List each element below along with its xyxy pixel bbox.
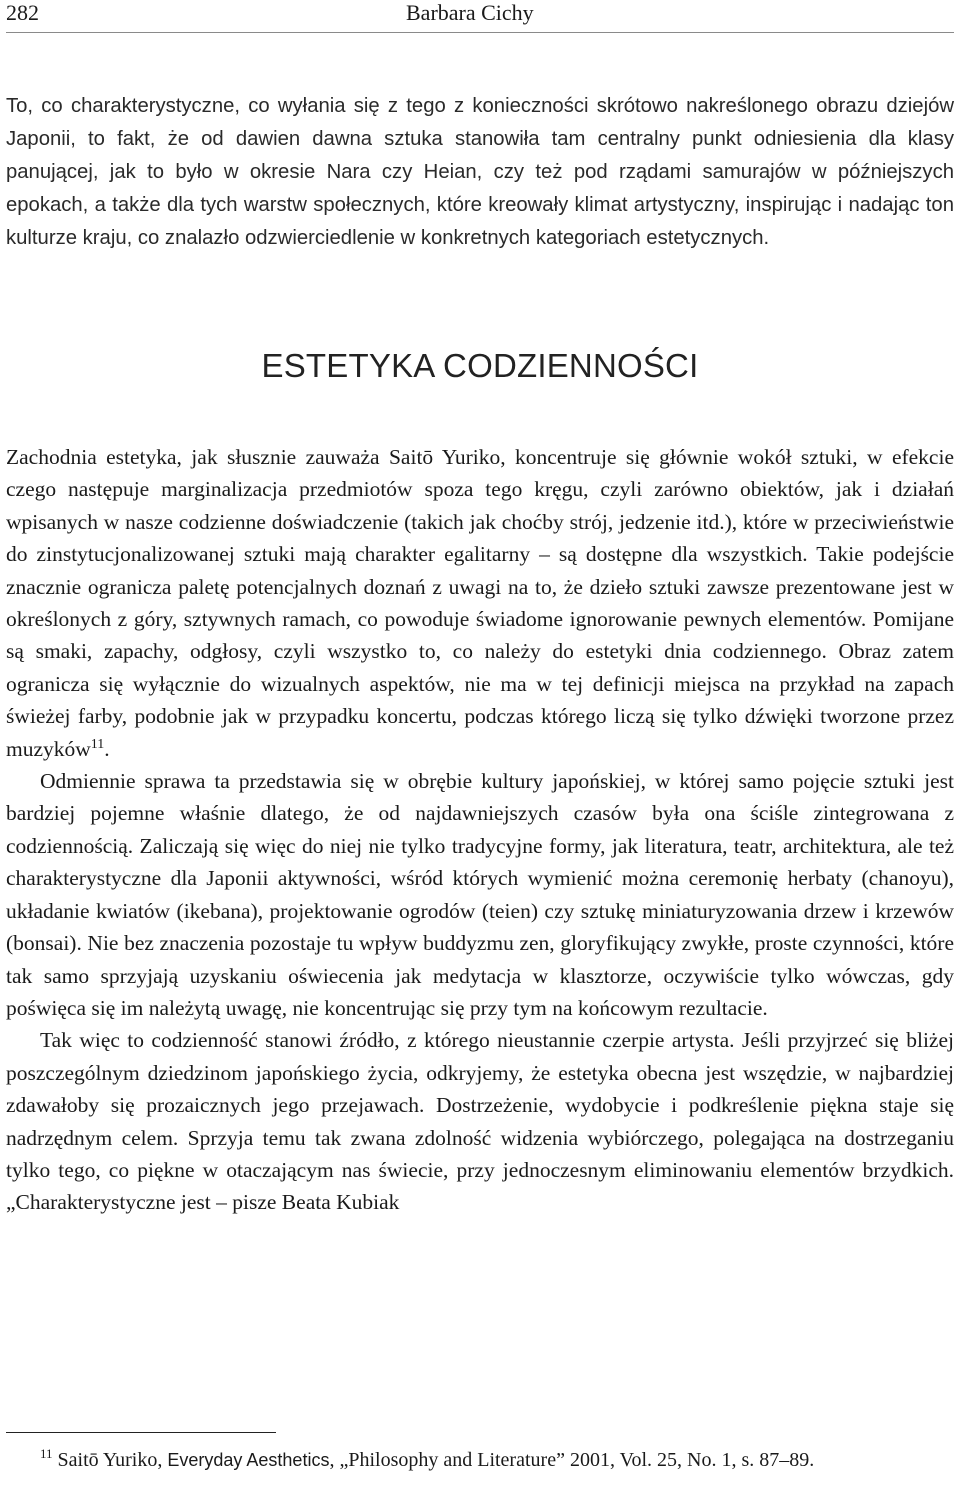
page-number: 282 bbox=[6, 0, 39, 25]
paragraph-3: Tak więc to codzienność stanowi źródło, z którego nieustannie czerpie artysta. Jeśli przyjrzeć się bliżej poszczególnym dziedzinom japońskiego życia, odkryjemy, że estetyka obecna jest wszędzie, w najbardziej zdawałoby się prozaicznych jego przejawach. Dostrzeżenie, wydobycie i podkreślenie piękna staje się nadrzędnym celem. Sprzyja temu tak zwana zdolność widzenia wybiórczego, polegająca na dostrzeganiu tylko tego, co piękne w otaczającym nas świecie, przy jednoczesnym eliminowaniu elementów brzydkich. „Charakterystyczne jest – pisze Beata Kubiak bbox=[6, 1028, 954, 1215]
header-rule bbox=[6, 32, 954, 33]
footnote-number: 11 bbox=[40, 1446, 53, 1461]
running-head-author: Barbara Cichy bbox=[406, 0, 534, 25]
paragraph-2: Odmiennie sprawa ta przedstawia się w obrębie kultury japońskiej, w której samo pojęcie sztuki jest bardziej pojemne właśnie dlatego, że od najdawniejszych czasów była ona ściśle zintegrowana z codziennością. Zaliczają się więc do niej nie tylko tradycyjne formy, jak literatura, teatr, architektura, ale też charakterystyczne dla Japonii aktywności, wśród których wymienić można ceremonię herbaty (chanoyu), układanie kwiatów (ikebana), projektowanie ogrodów (teien) czy sztukę miniaturyzowania drzew i krzewów (bonsai). Nie bez znaczenia pozostaje tu wpływ buddyzmu zen, gloryfikujący zwykłe, proste czynności, które tak samo sprzyjają uzyskaniu oświecenia jak medytacja w klasztorze, oczywiście tylko wówczas, gdy poświęca się im należytą uwagę, nie koncentrując się przy tym na końcowym rezultacie. bbox=[6, 769, 954, 1020]
intro-paragraph: To, co charakterystyczne, co wyłania się z tego z konieczności skrótowo nakreślonego obrazu dziejów Japonii, to fakt, że od dawien dawna sztuka stanowiła tam centralny punkt odniesienia dla klasy panującej, jak to było w okresie Nara czy Heian, czy też pod rządami samurajów w późniejszych epokach, a także dla tych warstw społecznych, które kreowały klimat artystyczny, inspirując i nadając ton kulturze kraju, co znalazło odzwierciedlenie w konkretnych kategoriach estetycznych. bbox=[6, 95, 954, 249]
footnote-work-title: Everyday Aesthetics bbox=[167, 1450, 330, 1470]
body-text bbox=[6, 441, 954, 1219]
section-heading: ESTETYKA CODZIENNOŚCI bbox=[261, 347, 699, 384]
paragraph-1-end: . bbox=[104, 736, 110, 761]
footnote-reference[interactable]: 11 bbox=[90, 736, 105, 752]
footnote-11 bbox=[6, 1445, 954, 1475]
paragraph-1-text: Zachodnia estetyka, jak słusznie zauważa Saitō Yuriko, koncentruje się głównie wokół sztuki, w efekcie czego następuje marginalizacja przedmiotów spoza tego kręgu, czyli zarówno obiektów, jak i działań wpisanych w nasze codzienne doświadczenie (takich jak choćby strój, jedzenie itd.), które w przeciwieństwie do zinstytucjonalizowanej sztuki mają charakter egalitarny – są dostępne dla wszystkich. Takie podejście znacznie ogranicza paletę potencjalnych doznań z uwagi na to, że dzieło sztuki zawsze prezentowane jest w określonych z góry, sztywnych ramach, co powoduje świadome ignorowanie pewnych elementów. Pomijane są smaki, zapachy, odgłosy, czyli wszystko to, co należy do estetyki dnia codziennego. Obraz zatem ogranicza się wyłącznie do wizualnych aspektów, nie ma w tej definicji miejsca na przykład na zapach świeżej farby, podobnie jak w przypadku koncertu, podczas którego liczą się tylko dźwięki tworzone przez muzyków bbox=[6, 445, 954, 761]
running-header bbox=[6, 0, 954, 32]
footnote-author: Saitō Yuriko, bbox=[57, 1449, 168, 1471]
paragraph-1 bbox=[6, 441, 954, 765]
footnote-rule bbox=[6, 1432, 276, 1433]
footnote-citation: , „Philosophy and Literature” 2001, Vol. 25, No. 1, s. 87–89. bbox=[329, 1449, 815, 1471]
